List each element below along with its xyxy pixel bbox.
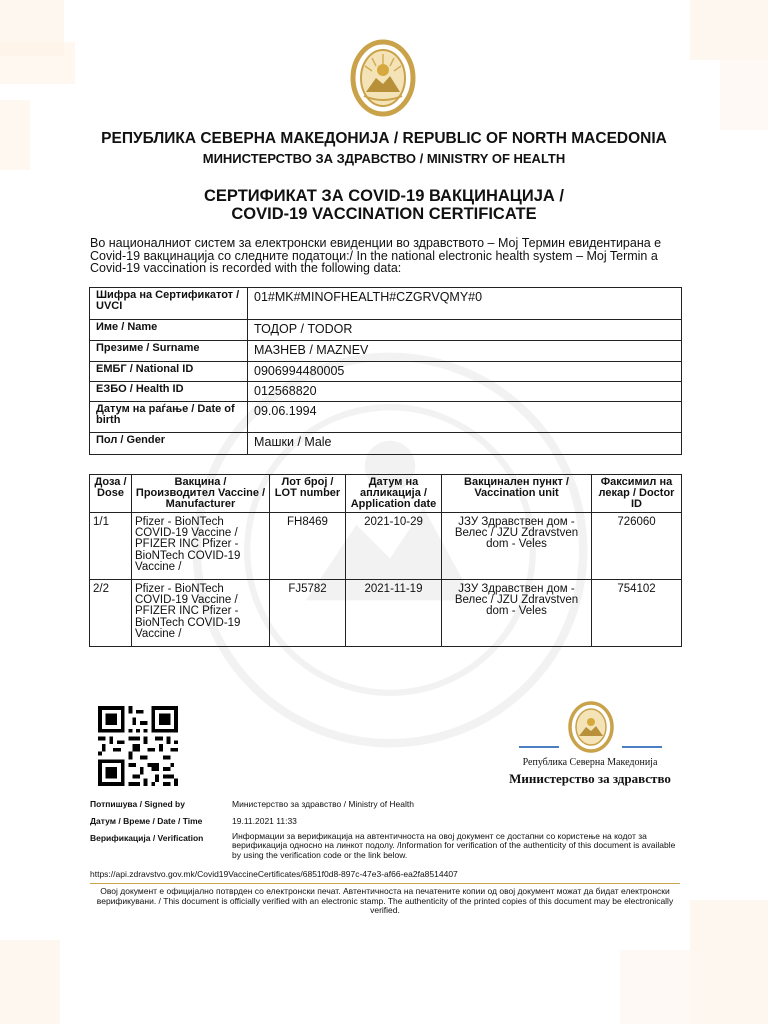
cell-unit: ЈЗУ Здравствен дом - Велес / JZU Zdravstven dom - Veles — [442, 513, 592, 580]
table-row — [90, 433, 682, 455]
vaccination-doses-table — [89, 474, 682, 647]
col-header-dose: Доза / Dose — [90, 475, 132, 513]
seal-line-left — [519, 746, 559, 748]
bg-tile — [0, 940, 60, 1024]
table-row — [90, 362, 682, 382]
info-value: 01#MK#MINOFHEALTH#CZGRVQMY#0 — [248, 288, 682, 320]
cell-dose: 1/1 — [90, 513, 132, 580]
seal-line-right — [622, 746, 662, 748]
date-time-value: 19.11.2021 11:33 — [232, 816, 297, 826]
verification-label: Верификација / Verification — [90, 833, 204, 843]
col-header-doctor: Факсимил на лекар / Doctor ID — [592, 475, 682, 513]
info-value: 0906994480005 — [248, 362, 682, 382]
table-row — [90, 382, 682, 402]
col-header-unit: Вакцинален пункт / Vaccination unit — [442, 475, 592, 513]
info-label: Пол / Gender — [90, 433, 248, 455]
bg-tile — [620, 950, 690, 1024]
bg-tile — [0, 42, 75, 84]
bg-tile — [720, 60, 768, 130]
seal-ministry: Министерство за здравство — [509, 771, 671, 786]
cell-date: 2021-11-19 — [346, 580, 442, 647]
signed-by-value: Министерство за здравство / Ministry of Health — [232, 799, 414, 809]
table-row — [90, 320, 682, 341]
table-row — [90, 288, 682, 320]
qr-code-icon[interactable] — [96, 706, 180, 786]
personal-info-table — [89, 287, 682, 455]
intro-text: Во националниот систем за електронски евиденции во здравството – Мој Термин евидентирана е Covid-19 вакцинација со следните податоци:/ In the national electronic health system – Moj Termin a Covid-19 vaccination is recorded with the following data: — [90, 236, 662, 276]
cell-unit: ЈЗУ Здравствен дом - Велес / JZU Zdravstven dom - Veles — [442, 580, 592, 647]
table-row — [90, 402, 682, 433]
cell-doctor: 726060 — [592, 513, 682, 580]
table-row — [90, 513, 682, 580]
info-label: Име / Name — [90, 320, 248, 341]
info-value: МАЗНЕВ / MAZNEV — [248, 341, 682, 362]
cell-dose: 2/2 — [90, 580, 132, 647]
footer-text: Овој документ е официјално потврден со електронски печат. Автентичноста на печатените копии од овој документ можат да бидат електронски верификувани. / This document is officially verified with an electronic stamp. The authenticity of the printed copies of this document may be electronically verified. — [96, 886, 674, 915]
seal-republic: Република Северна Македонија — [522, 757, 658, 768]
title-line-1: СЕРТИФИКАТ ЗА COVID-19 ВАКЦИНАЦИЈА / — [204, 187, 564, 205]
coat-of-arms-icon — [346, 34, 420, 120]
table-row — [90, 341, 682, 362]
col-header-date: Датум на апликација / Application date — [346, 475, 442, 513]
verification-text: Информации за верификација на автентичноста на овој документ се достапни со користење на кодот за верификација односно на линкот подолу. /Information for verification of the authenticity of this document is available by using the verification code or the link below. — [232, 831, 676, 860]
ministry-seal-icon — [566, 700, 616, 754]
table-header-row — [90, 475, 682, 513]
col-header-vaccine: Вакцина / Производител Vaccine / Manufacturer — [132, 475, 270, 513]
header-ministry: МИНИСТЕРСТВО ЗА ЗДРАВСТВО / MINISTRY OF HEALTH — [202, 151, 566, 166]
cell-lot: FJ5782 — [270, 580, 346, 647]
col-header-lot: Лот број / LOT number — [270, 475, 346, 513]
info-label: Датум на раѓање / Date of birth — [90, 402, 248, 433]
table-row — [90, 580, 682, 647]
cell-lot: FH8469 — [270, 513, 346, 580]
title-line-2: COVID-19 VACCINATION CERTIFICATE — [231, 205, 537, 223]
cell-doctor: 754102 — [592, 580, 682, 647]
bg-tile — [690, 0, 768, 60]
cell-date: 2021-10-29 — [346, 513, 442, 580]
info-value: Машки / Male — [248, 433, 682, 455]
bg-tile — [690, 900, 768, 1024]
cell-vaccine: Pfizer - BioNTech COVID-19 Vaccine / PFIZER INC Pfizer - BioNTech COVID-19 Vaccine / — [132, 513, 270, 580]
info-label: ЕЗБО / Health ID — [90, 382, 248, 402]
info-label: ЕМБГ / National ID — [90, 362, 248, 382]
cell-vaccine: Pfizer - BioNTech COVID-19 Vaccine / PFIZER INC Pfizer - BioNTech COVID-19 Vaccine / — [132, 580, 270, 647]
verification-link[interactable]: https://api.zdravstvo.gov.mk/Covid19VaccineCertificates/6851f0d8-897c-47e3-af66-ea2fa8514407 — [90, 869, 458, 879]
info-label: Презиме / Surname — [90, 341, 248, 362]
info-label: Шифра на Сертификатот / UVCI — [90, 288, 248, 320]
info-value: 09.06.1994 — [248, 402, 682, 433]
info-value: ТОДОР / TODOR — [248, 320, 682, 341]
info-value: 012568820 — [248, 382, 682, 402]
date-time-label: Датум / Време / Date / Time — [90, 816, 203, 826]
header-republic: РЕПУБЛИКА СЕВЕРНА МАКЕДОНИЈА / REPUBLIC OF NORTH MACEDONIA — [101, 130, 667, 147]
signed-by-label: Потпишува / Signed by — [90, 799, 185, 809]
footer-divider — [90, 883, 680, 884]
